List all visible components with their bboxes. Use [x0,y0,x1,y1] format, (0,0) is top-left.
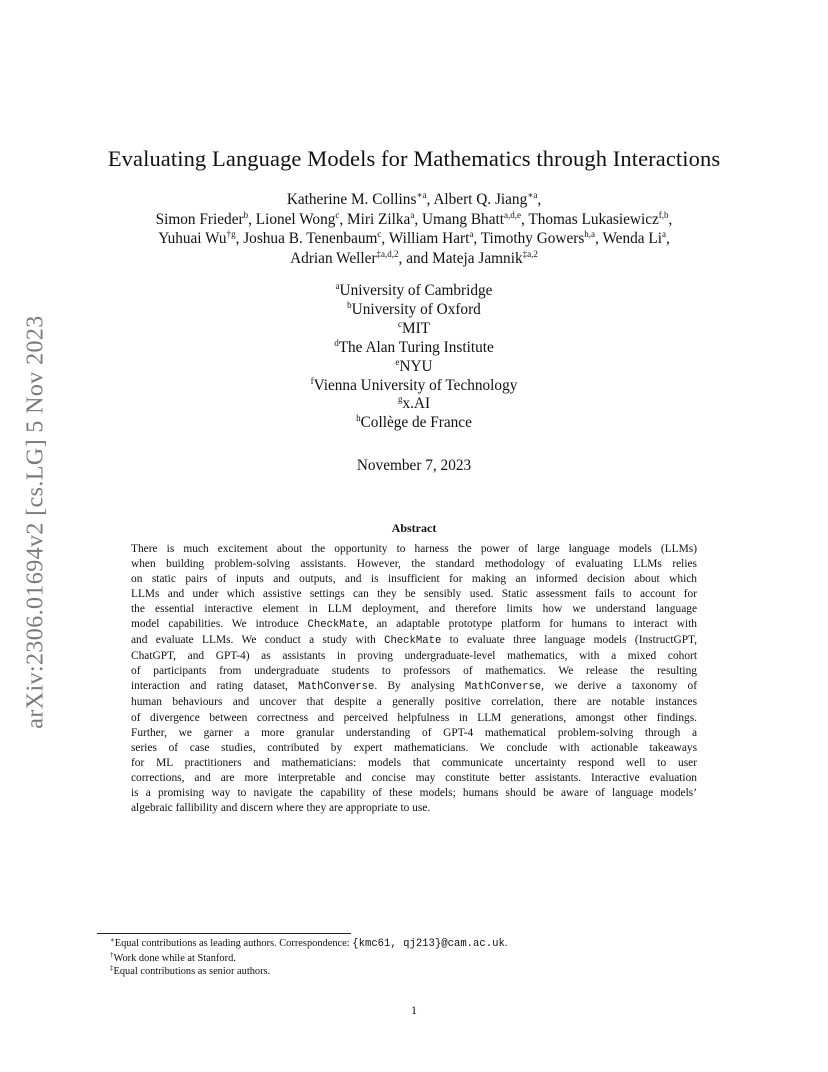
abstract-line: of divergence between correctness and perceived helpfulness in LLM generations, amongst other findings. [131,711,697,724]
abstract-line: is a promising way to navigate the capability of these models; humans should be aware of language models’ [131,786,697,799]
author-affiliation-marks: h,a [584,229,596,239]
footnote-text: Equal contributions as leading authors. Correspondence: [114,938,353,949]
footnote-mark: ‡ [110,964,114,973]
author-name: Lionel Wong [255,210,336,228]
author-name: Thomas Lukasiewicz [528,210,659,228]
abstract-line: corrections, and are more interpretable and concise may constitute better assistants. Interactive evaluation [131,771,697,784]
affiliation-mark: d [334,337,339,348]
abstract-line: Further, we garner a more granular understanding of GPT-4 mathematical problem-solving through a [131,726,697,739]
abstract-line: ChatGPT, and GPT-4) as assistants in proving undergraduate-level mathematics, with a mixed cohort [131,650,697,663]
footnotes [110,937,710,979]
footnote-text: Equal contributions as senior authors. [113,966,271,978]
page-number: 1 [411,1003,417,1017]
abstract-line: LLMs and under which assistive settings can they be sensibly used. Static assessment fails to account for [131,588,697,601]
affiliation-name: University of Cambridge [339,282,493,299]
author-affiliation-marks: b [243,209,249,220]
abstract-line: There is much excitement about the opportunity to harness the power of large language models (LLMs) [131,543,697,555]
author-affiliation-marks: a [661,229,666,239]
footnote-email: {kmc61, qj213}@cam.ac.uk [352,938,505,950]
affiliation-name: Collège de France [360,414,472,432]
author-affiliation-marks: ∗a [527,190,538,200]
affiliation-name: x.AI [402,395,431,413]
affiliation-line [0,377,828,396]
author-connector: and [406,249,429,267]
footnote-rule [97,933,351,934]
affiliation-mark: a [335,281,340,291]
author-affiliation-marks: ‡a,2 [522,248,538,259]
abstract-line: human behaviours and uncover that despite a generally positive correlation, there are notable instances [131,696,697,709]
footnote-mark: † [110,950,114,959]
author-name: William Hart [388,230,470,247]
abstract-heading: Abstract [391,521,437,535]
author-affiliation-marks: a [410,209,415,220]
affiliation-mark: c [397,318,402,329]
affiliation-mark: f [310,375,314,386]
author-affiliation-marks: a,d,e [504,209,521,220]
author-name: Umang Bhatt [422,210,504,228]
abstract-line: and evaluate LLMs. We conduct a study with CheckMate to evaluate three language models (InstructGPT, [131,634,698,648]
affiliation-line [0,320,828,339]
author-name: Albert Q. Jiang [433,191,528,208]
arxiv-identifier-text: arXiv:2306.01694v2 [cs.LG] 5 Nov 2023 [22,315,49,729]
affiliation-mark: h [356,413,361,424]
footnote-text: Work done while at Stanford. [113,952,236,964]
abstract-line: the essential interactive element in LLM deployment, and therefore limits how we understand language [131,603,697,616]
affiliation-line [0,395,828,414]
abstract-line: model capabilities. We introduce CheckMate, an adaptable prototype platform for humans to interact with [131,618,697,632]
abstract-line: when building problem-solving assistants. However, the standard methodology of evaluating LLMs relies [131,558,697,571]
code-term: MathConverse [298,681,375,694]
author-name: Katherine M. Collins [286,191,417,208]
abstract-line: series of case studies, contributed by expert mathematicians. We conclude with actionable takeaways [131,741,697,754]
author-name: Wenda Li [602,230,662,247]
author-name: Simon Frieder [155,210,244,228]
code-term: CheckMate [384,635,442,648]
affiliation-name: MIT [401,319,431,337]
author-affiliation-marks: ‡a,d,2 [376,248,399,259]
affiliation-mark: g [397,394,403,405]
author-affiliation-marks: f,b [658,209,669,220]
author-affiliation-marks: a [469,229,474,239]
affiliation-line [0,358,828,377]
abstract-line: of participants from undergraduate students to professors of mathematics. We release the resulting [131,665,697,678]
author-list: Katherine M. Collins$^{∗a}$, Albert Q. Jiang$^{∗a}$, Simon Frieder$^b$, Lionel Wong$^c$, Miri Zilka$^a$, Umang Bhatt$^{a,d,e}$, Thomas Lukasiewicz$^{f,b}$, Yuhuai Wu$^{\dagger g}$, Joshua B. Tenenbaum$^c$, William Hart$^a$, Timothy Gowers$^{h,a}$, Wenda Li$^a$, Adrian Weller$^{\ddagger a,d,2}$, and Mateja Jamnik$^{\ddagger a,2}$ [155,190,673,267]
footnote [110,965,710,979]
affiliation-name: The Alan Turing Institute [338,338,494,356]
abstract-line: on static pairs of inputs and outputs, and is insufficient for making an informed decision about which [131,573,697,586]
footnote [110,952,710,966]
affiliation-mark: e [395,356,400,367]
author-affiliation-marks: †g [226,229,236,239]
paper-title: Evaluating Language Models for Mathematics through Interactions [107,146,721,171]
publication-date: November 7, 2023 [356,457,472,474]
author-name: Mateja Jamnik [432,249,523,267]
affiliation-list [0,282,828,433]
affiliation-line [0,414,828,433]
affiliation-line [0,301,828,320]
code-term: CheckMate [307,619,365,632]
affiliation-name: Vienna University of Technology [313,376,518,394]
author-affiliation-marks: ∗a [416,190,427,200]
abstract-line: algebraic fallibility and discern where they are appropriate to use. [131,801,431,814]
abstract-body [131,542,697,816]
author-name: Joshua B. Tenenbaum [243,230,378,247]
footnote-punct: . [504,938,508,949]
abstract-line: interaction and rating dataset, MathConverse. By analysing MathConverse, we derive a taxonomy of [131,680,697,694]
affiliation-line [0,282,828,301]
affiliation-line [0,339,828,358]
author-name: Miri Zilka [347,210,411,228]
author-name: Yuhuai Wu [158,230,227,247]
code-term: MathConverse [464,681,542,694]
affiliation-name: NYU [399,357,433,375]
author-name: Adrian Weller [290,249,377,267]
abstract-line: for ML practitioners and mathematicians: models that communicate uncertainty respond well to user [131,756,697,769]
footnote [110,937,710,952]
author-affiliation-marks: c [335,209,340,220]
footnote-mark: ∗ [110,936,115,944]
author-affiliation-marks: c [377,229,382,239]
affiliation-mark: b [347,299,352,310]
author-name: Timothy Gowers [480,230,585,247]
affiliation-name: University of Oxford [351,300,481,318]
